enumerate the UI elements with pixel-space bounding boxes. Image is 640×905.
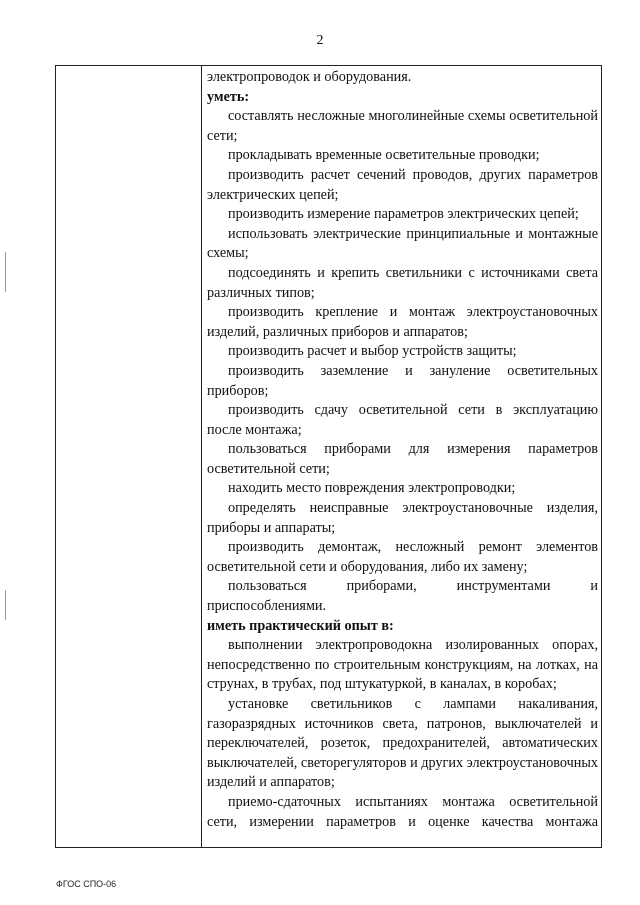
opyt-heading: иметь практический опыт в: (207, 617, 394, 634)
scan-edge-mark (5, 590, 6, 620)
list-item: находить место повреждения электропроводки; (228, 480, 516, 497)
list-item: производить крепление и монтаж электроустановочных изделий, различных приборов и аппаратов; (207, 304, 598, 340)
list-item: определять неисправные электроустановочные изделия, приборы и аппараты; (207, 500, 598, 536)
list-item: производить сдачу осветительной сети в эксплуатацию после монтажа; (207, 402, 598, 438)
list-item: производить демонтаж, несложный ремонт элементов осветительной сети и оборудования, либо их замену; (207, 539, 598, 575)
list-item: производить заземление и зануление осветительных приборов; (207, 362, 598, 399)
list-item: приемо-сдаточных испытаниях монтажа осветительной сети, измерении параметров и оценке качества монтажа (207, 793, 598, 830)
umet-heading: уметь: (207, 88, 250, 105)
list-item: производить измерение параметров электрических цепей; (228, 206, 579, 223)
list-item: использовать электрические принципиальные и монтажные схемы; (207, 225, 598, 262)
scan-edge-mark (5, 252, 6, 292)
list-item: подсоединять и крепить светильники с источниками света различных типов; (207, 264, 598, 301)
footer-label: ФГОС СПО-06 (56, 879, 117, 889)
table-left-column (56, 66, 202, 847)
list-item: пользоваться приборами для измерения параметров осветительной сети; (207, 441, 598, 477)
list-item: пользоваться приборами, инструментами и приспособлениями. (207, 578, 598, 615)
table-right-column (202, 68, 601, 847)
list-item: выполнении электропроводокна изолированных опорах, непосредственно по строительным конструкциям, на лотках, на струнах, в трубах, под штукатуркой, в каналах, в коробах; (207, 637, 598, 693)
list-item: производить расчет сечений проводов, других параметров электрических цепей; (207, 166, 598, 203)
content-table (55, 65, 602, 848)
page-number: 2 (316, 33, 324, 48)
list-item: прокладывать временные осветительные проводки; (228, 147, 540, 164)
list-item: производить расчет и выбор устройств защиты; (228, 343, 517, 360)
list-item: составлять несложные многолинейные схемы осветительной сети; (207, 108, 598, 144)
intro-text: электропроводок и оборудования. (207, 69, 412, 85)
list-item: установке светильников с лампами накаливания, газоразрядных источников света, патронов, выключателей и переключателей, розеток, предохранителей, автоматических выключателей, светорегуляторов и других электроустановочных изделий и аппаратов; (207, 696, 598, 791)
